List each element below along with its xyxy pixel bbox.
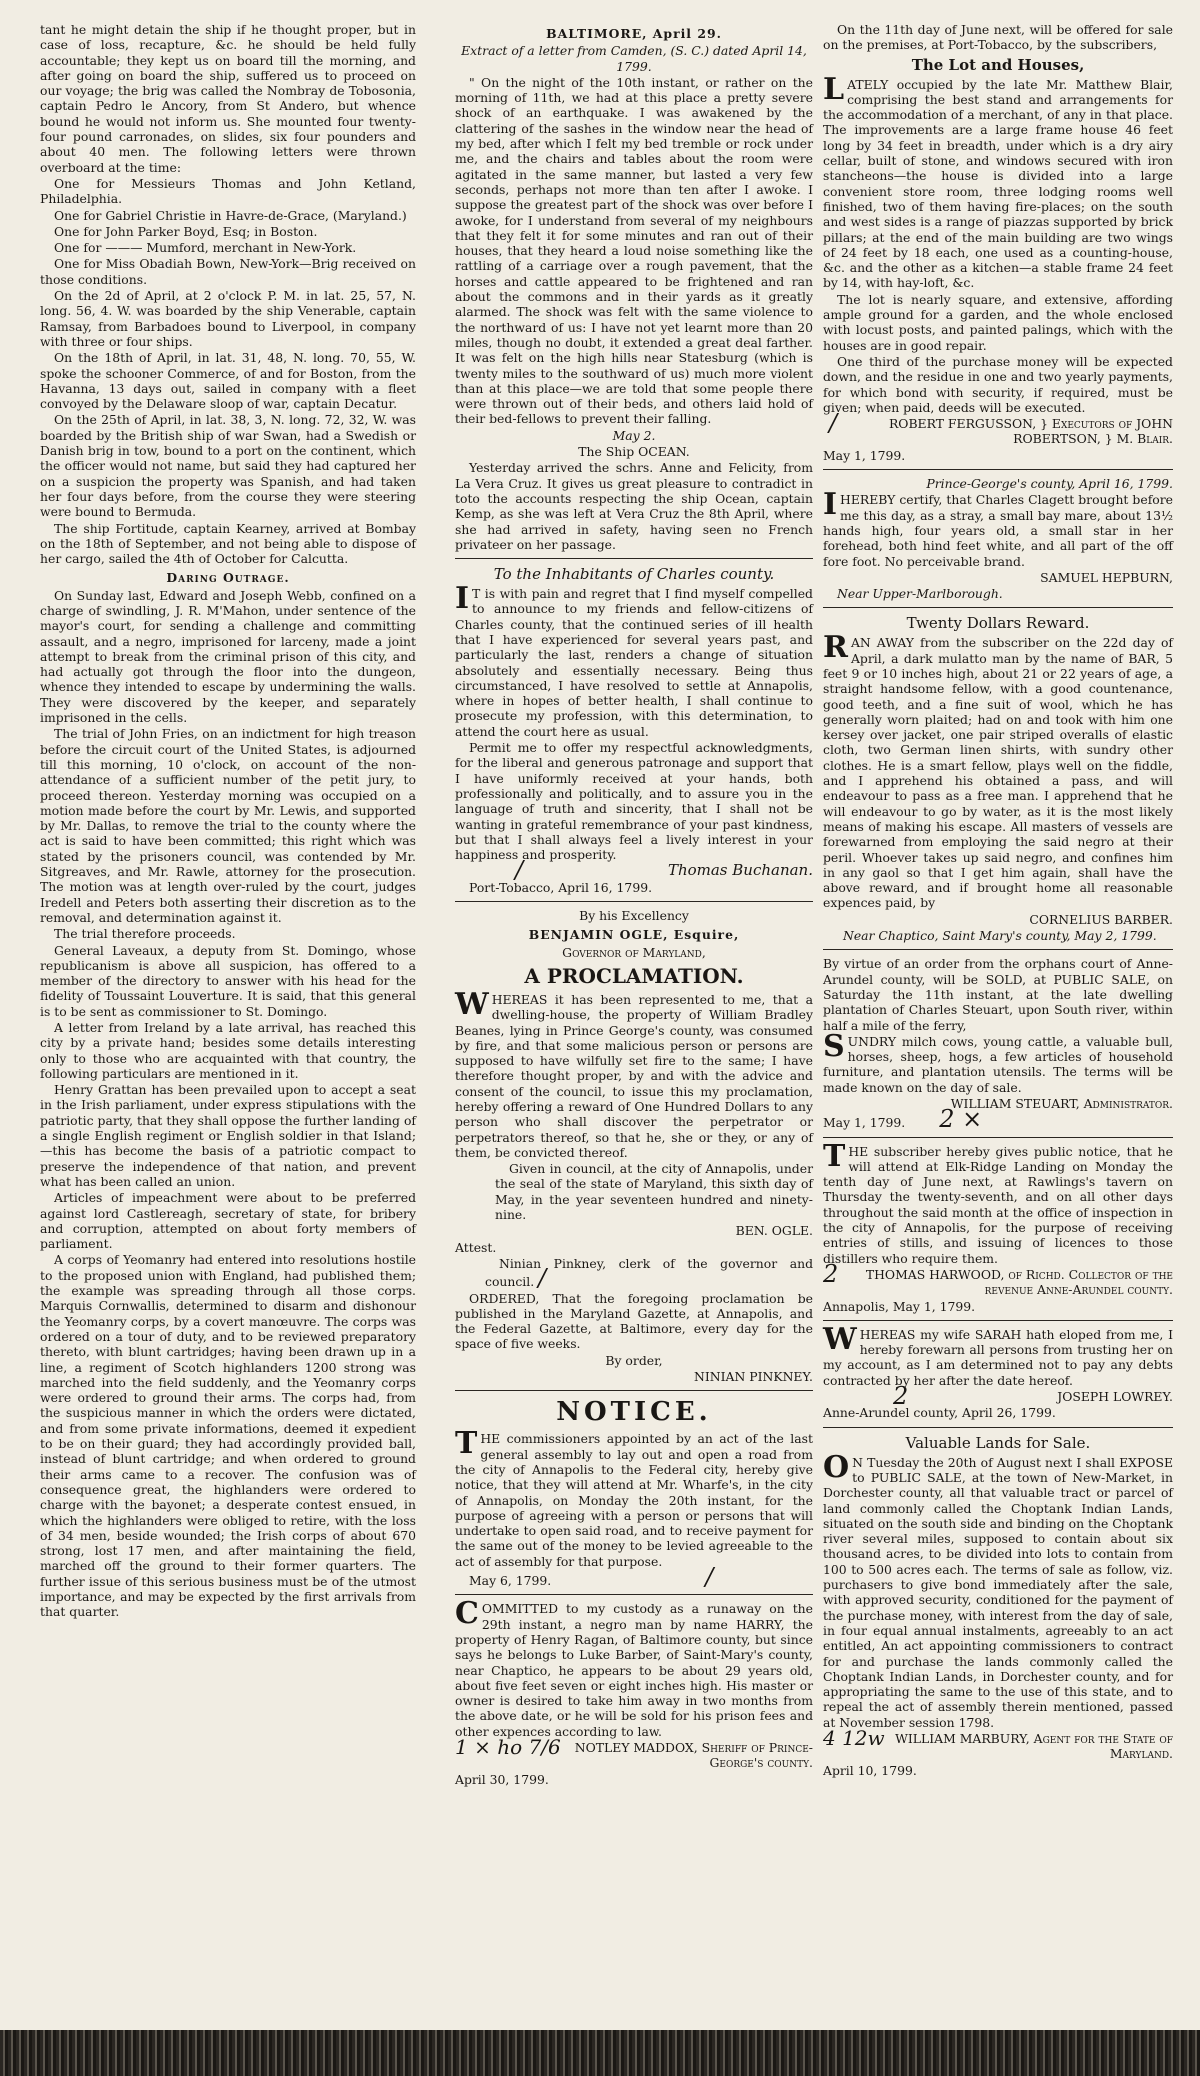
signature: SAMUEL HEPBURN,: [1040, 569, 1173, 585]
divider: [823, 607, 1173, 608]
paragraph: One for ——— Mumford, merchant in New-York.: [54, 240, 357, 256]
place-date: [823, 1105, 1173, 1134]
paragraph: Henry Grattan has been prevailed upon to accept a seat in the Irish parliament, under express stipulations with the patriotic party, that they shall oppose the further landing of a single English regiment or English soldier in that Island;—this has become the basis of a patriotic compact to preserve the independence of that nation, and prevent what has been called an union.: [40, 1082, 416, 1189]
handwritten-mark: 2: [823, 1259, 839, 1288]
paragraph: By virtue of an order from the orphans court of Anne-Arundel county, will be SOLD, at PUBLIC SALE, on Saturday the 11th instant, at the late dwelling plantation of Charles Steuart, upon South river, within half a mile of the ferry,: [823, 956, 1173, 1033]
paragraph: One for John Parker Boyd, Esq; in Boston.: [54, 223, 318, 239]
handwritten-mark: /: [705, 1563, 714, 1592]
paragraph: THE commissioners appointed by an act of the last general assembly to lay out and open a road from the city of Annapolis to the Federal city, hereby give notice, that they will attend at Mr. Wharfe's, in the city of Annapolis, on Monday the 20th instant, for the purpose of agreeing with a person or persons that will undertake to open said road, and to receive payment for the same out of the money to be levied agreeable to the act of assembly for that purpose.: [455, 1426, 813, 1569]
paragraph: IT is with pain and regret that I find myself compelled to announce to my friends and fellow-citizens of Charles county, that the continued series of ill health that I have experienced for several years past, and particularly the last, renders a change of situation absolutely and essentially necessary. Being thus circumstanced, I have resolved to settle at Annapolis, where in hopes of better health, I shall continue to prosecute my profession, with this determination, to attend the court here as usual.: [455, 581, 813, 739]
paragraph: One for Messieurs Thomas and John Ketland, Philadelphia.: [40, 175, 416, 207]
column-right: [823, 22, 1173, 1779]
place-date: Prince-George's county, April 16, 1799.: [926, 476, 1173, 492]
signature-name: NOTLEY MADDOX, Sheriff of Prince-George's county.: [574, 1739, 813, 1771]
dateline-may2: May 2.: [612, 427, 656, 443]
paragraph: On the 2d of April, at 2 o'clock P. M. in lat. 25, 57, N. long. 56, 4. W. was boarded by the ship Venerable, captain Ramsay, from Barbadoes bound to Liverpool, in company with three or four ships.: [40, 288, 416, 349]
paragraph: The ship Fortitude, captain Kearney, arrived at Bombay on the 18th of September, and not being able to dispose of her cargo, sailed the 4th of October for Calcutta.: [40, 520, 416, 567]
paragraph: The lot is nearly square, and extensive, affording ample ground for a garden, and the whole enclosed with locust posts, and painted palings, which with the houses are in good repair.: [823, 291, 1173, 353]
paragraph: On the 25th of April, in lat. 38, 3, N. long. 72, 32, W. was boarded by the British ship of war Swan, had a Swedish or Danish brig in tow, bound to a port on the continent, which the officer would not name, but said they had captured her on a suspicion the property was Spanish, and had taken her four days before, from the course they were steering were bound to Bermuda.: [40, 412, 416, 520]
paragraph: A letter from Ireland by a late arrival, has reached this city by a private hand; besides some details interesting only to those who are acquainted with that country, the following particulars are mentioned in it.: [40, 1020, 416, 1081]
place-date: Port-Tobacco, April 16, 1799.: [469, 879, 653, 895]
signature-name: JOSEPH LOWREY.: [1057, 1389, 1173, 1405]
place-date: May 1, 1799.: [823, 447, 906, 463]
signature: [455, 856, 813, 885]
date: May 1, 1799.: [823, 1115, 906, 1131]
paragraph: One third of the purchase money will be expected down, and the residue in one and two yearly payments, for which bond with security, if required, must be given; when paid, deeds will be executed.: [823, 353, 1173, 415]
paragraph: ORDERED, That the foregoing proclamation be published in the Maryland Gazette, at Annapolis, and the Federal Gazette, at Baltimore, every day for the space of five weeks.: [455, 1290, 813, 1352]
governor-name: BENJAMIN OGLE, Esquire,: [528, 927, 740, 943]
paragraph: On the 11th day of June next, will be offered for sale on the premises, at Port-Tobacco, by the subscribers,: [823, 22, 1173, 53]
signature: WILLIAM STEUART, Administrator.: [950, 1096, 1173, 1111]
date: May 6, 1799.: [469, 1573, 552, 1589]
divider: [455, 901, 813, 902]
column-middle: [455, 22, 813, 1788]
signature: [823, 1725, 1173, 1762]
dateline: BALTIMORE, April 29.: [546, 26, 722, 41]
paragraph: COMMITTED to my custody as a runaway on the 29th instant, a negro man by name HARRY, the property of Henry Ragan, of Baltimore county, but since says he belongs to Luke Barber, of Saint-Mary's county, near Chaptico, he appears to be about 29 years old, about five feet seven or eight inches high. His master or owner is desired to take him away in two months from the above date, or he will be sold for his prison fees and other expences according to law.: [455, 1596, 813, 1739]
signature: [823, 1259, 1173, 1298]
place-date: April 10, 1799.: [823, 1762, 917, 1778]
divider: [823, 949, 1173, 950]
handwritten-mark: /: [829, 409, 838, 438]
paragraph: ON Tuesday the 20th of August next I shall EXPOSE to PUBLIC SALE, at the town of New-Market, in Dorchester county, all that valuable tract or parcel of land commonly called the Choptank Indian Lands, situated on the south side and binding on the Choptank river several miles, supposed to contain about six thousand acres, to be divided into lots to contain from 100 to 500 acres each. The terms of sale as follow, viz. purchasers to give bond immediately after the sale, with approved security, conditioned for the payment of the purchase money, with interest from the day of sale, in four equal annual instalments, agreeably to an act entitled, An act appointing commissioners to contract for and purchase the lands commonly called the Choptank Indian Lands, in Dorchester county, and for appropriating the same to the use of this state, and to repeal the act of assembly therein mentioned, passed at November session 1798.: [823, 1449, 1173, 1730]
paragraph: IHEREBY certify, that Charles Clagett brought before me this day, as a stray, a small bay mare, about 13½ hands high, four years old, a small star in her forehead, both hind feet white, and all part of the off fore foot. No perceivable brand.: [823, 487, 1173, 569]
signature-name: ROBERT FERGUSSON, } Executors of JOHN ROBERTSON, } M. Blair.: [888, 416, 1173, 447]
place-date: Near Chaptico, Saint Mary's county, May 2, 1799.: [843, 928, 1157, 944]
handwritten-mark: 2: [893, 1382, 909, 1411]
place-date: Anne-Arundel county, April 26, 1799.: [823, 1405, 1056, 1421]
handwritten-mark: 1 × ho 7/6: [455, 1734, 561, 1759]
signature-name: THOMAS HARWOOD, of Richd. Collector of the revenue Anne-Arundel county.: [865, 1266, 1173, 1298]
place-date: April 30, 1799.: [455, 1771, 549, 1787]
handwritten-mark: /: [538, 1264, 547, 1293]
divider: [823, 469, 1173, 470]
clerk: [485, 1255, 813, 1293]
paragraph: Articles of impeachment were about to be preferred against lord Castlereagh, secretary of state, for bribery and corruption, attempted on about forty members of parliament.: [40, 1190, 416, 1252]
extract-heading: Extract of a letter from Camden, (S. C.) dated April 14, 1799.: [461, 43, 807, 74]
paragraph: " On the night of the 10th instant, or rather on the morning of 11th, we had at this place a pretty severe shock of an earthquake. I was awakened by the clattering of the sashes in the window near the head of my bed, after which I felt my bed tremble or rock under me, and the chairs and tables about the room were agitated in the same manner, but lasted a very few seconds, perhaps not more than ten after I awoke. I suppose the greatest part of the shock was over before I awoke, for I understand from several of my neighbours that they felt it for some minutes and ran out of their houses, that they heard a loud noise something like the rattling of a carriage over a rough pavement, that the horses and cattle appeared to be frightened and ran about the commons and in their yards as it greatly alarmed. The shock was felt with the same violence to the northward of us: I have not yet learnt more than 20 miles, though no doubt, it extended a great deal farther. It was felt on the high hills near Statesburg (which is twenty miles to the southward of us) much more violent than at this place—we are told that some people there were thrown out of their beds, and others laid hold of their bed-fellows to prevent their falling.: [455, 74, 813, 427]
ad-heading: The Lot and Houses,: [911, 55, 1085, 74]
signature: BEN. OGLE.: [735, 1223, 813, 1239]
signature: NINIAN PINKNEY.: [694, 1369, 813, 1385]
ad-heading: Twenty Dollars Reward.: [906, 614, 1090, 633]
byline: By his Excellency: [579, 908, 689, 924]
paragraph: Given in council, at the city of Annapolis, under the seal of the state of Maryland, this sixth day of May, in the year seventeen hundred and ninety-nine.: [495, 1161, 813, 1223]
paragraph: RAN AWAY from the subscriber on the 22d day of April, a dark mulatto man by the name of BAR, 5 feet 9 or 10 inches high, about 21 or 22 years of age, a straight handsome fellow, with a good countenance, good teeth, and a fine suit of wool, which he has generally worn plaited; had on and took with him one kersey over jacket, one pair striped overalls of elastic cloth, two German linen shirts, with sundry other clothes. He is a smart fellow, plays well on the fiddle, and I apprehend his obtained a pass, and will endeavour to pass as a free man. I apprehend that he will endeavour to go by water, as it is the most likely means of making his escape. All masters of vessels are forewarned from employing the said negro at their peril. Whoever takes up said negro, and confines him in any gaol so that I get him again, shall have the above reward, and if brought home all reasonable expences paid, by: [823, 630, 1173, 911]
handwritten-mark: 4 12w: [823, 1725, 885, 1750]
paragraph: On Sunday last, Edward and Joseph Webb, confined on a charge of swindling, J. R. M'Mahon, under sentence of the mayor's court, for sending a challenge and committing assault, and a negro, imprisoned for larceny, made a joint attempt to break from the criminal prison of this city, and had actually got through the floor into the dungeon, whence they intended to escape by undermining the walls. They were discovered by the keeper, and separately imprisoned in the cells.: [40, 587, 416, 726]
paragraph: Yesterday arrived the schrs. Anne and Felicity, from La Vera Cruz. It gives us great pleasure to contradict in toto the accounts respecting the ship Ocean, captain Kemp, as she was left at Vera Cruz the 8th April, where she had arrived in safety, having seen no French privateer on her passage.: [455, 460, 813, 552]
ad-heading: To the Inhabitants of Charles county.: [493, 565, 775, 584]
column-left: [40, 22, 416, 1621]
place: Near Upper-Marlborough.: [837, 586, 1003, 602]
proclamation-title: A PROCLAMATION.: [524, 963, 744, 988]
signature: CORNELIUS BARBER.: [1029, 911, 1173, 927]
paragraph: The trial therefore proceeds.: [54, 926, 236, 942]
signature-name: Thomas Buchanan.: [667, 861, 813, 880]
ad-heading: Valuable Lands for Sale.: [905, 1433, 1091, 1452]
paragraph: SUNDRY milch cows, young cattle, a valuable bull, horses, sheep, hogs, a few articles of household furniture, and plantation utensils. The terms will be made known on the day of sale.: [823, 1028, 1173, 1095]
place-date: [455, 1563, 813, 1592]
handwritten-mark: 2 ×: [939, 1105, 983, 1134]
divider: [823, 1137, 1173, 1138]
signature-name: WILLIAM MARBURY, Agent for the State of Maryland.: [895, 1730, 1173, 1762]
paragraph: WHEREAS my wife SARAH hath eloped from me, I hereby forewarn all persons from trusting her on my account, as I am determined not to pay any debts contracted by her after the date hereof.: [823, 1321, 1173, 1388]
paragraph: Permit me to offer my respectful acknowledgments, for the liberal and generous patronage and support that I have uniformly received at your hands, both professionally and politically, and to assure you in the language of truth and sincerity, that I shall not be wanting in grateful remembrance of your past kindness, but that I shall always feel a lively interest in your happiness and prosperity.: [455, 740, 813, 863]
paragraph: THE subscriber hereby gives public notice, that he will attend at Elk-Ridge Landing on Monday the tenth day of June next, at Rawlings's tavern on Thursday the twenty-seventh, and on all other days throughout the said month at the office of inspection in the city of Annapolis, for the purpose of receiving entries of stills, and issuing of licences to those distillers who require them.: [823, 1138, 1173, 1266]
divider: [455, 1390, 813, 1391]
paragraph: The trial of John Fries, on an indictment for high treason before the circuit court of the United States, is adjourned till this morning, 10 o'clock, on account of the non-attendance of a sufficient number of the petit jury, to proceed thereon. Yesterday morning was occupied on a motion made before the court by Mr. Lewis, and supported by Mr. Dallas, to remove the trial to the county where the act is said to have been committed; this right which was stated by the prisoners council, was contended by Mr. Sitgreaves, and Mr. Rawle, attorney for the prosecution. The motion was at length over-ruled by the court, judges Iredell and Peters both asserting their discretion as to the removal, and determination against it.: [40, 726, 416, 925]
paragraph: One for Gabriel Christie in Havre-de-Grace, (Maryland.): [54, 207, 407, 223]
byorder: By order,: [605, 1352, 663, 1368]
signature: [455, 1734, 813, 1771]
paragraph: A corps of Yeomanry had entered into resolutions hostile to the proposed union with England, had published them; the example was spreading through all those corps. Marquis Cornwallis, determined to disarm and dishonour the Yeomanry corps, by a covert manœuvre. The corps was ordered on a tour of duty, and to be reviewed preparatory thereto, with blunt cartridges; having been drawn up in a line, a regiment of Scotch highlanders 1200 strong was marched into the field suddenly, and the Yeomanry corps were ordered to ground their arms. The corps had, from the suspicious manner in which the orders were dictated, and from some private informations, deemed it expedient to be on their guard; they had accordingly provided ball, instead of blunt cartridge; and when ordered to ground their arms came to a recover. The confusion was of consequence great, the highlanders were ordered to charge with the bayonet; a desperate contest ensued, in which the highlanders were obliged to retire, with the loss of 34 men, beside wounded; the Irish corps of about 670 strong, lost 17 men, and after maintaining the field, marched off the ground to their former quarters. The further issue of this serious business must be of the utmost importance, and may be expected by the first arrivals from that quarter.: [40, 1252, 416, 1620]
signature: [823, 1382, 1173, 1411]
paragraph: On the 18th of April, in lat. 31, 48, N. long. 70, 55, W. spoke the schooner Commerce, of and for Boston, from the Havanna, 13 days out, sailed in company with a fleet convoyed by the Delaware sloop of war, captain Decatur.: [40, 350, 416, 412]
place-date: Annapolis, May 1, 1799.: [823, 1298, 976, 1314]
paragraph: tant he might detain the ship if he thought proper, but in case of loss, recapture, &c. he should be held fully accountable; they kept us on board till the morning, and after going on board the ship, suffered us to proceed on our voyage; the brig was called the Nombray de Tobosonia, captain Pedro le Ancory, from St Andero, but whence bound he would not inform us. She mounted four twenty-four pound carronades, on slides, six four pounders and about 40 men. The following letters were thrown overboard at the time:: [40, 22, 416, 175]
divider: [823, 1427, 1173, 1428]
attest: Attest.: [455, 1239, 497, 1255]
divider: [455, 1594, 813, 1595]
ship-ocean-heading: The Ship OCEAN.: [578, 444, 690, 460]
paragraph: General Laveaux, a deputy from St. Domingo, whose republicanism is above all suspicion, has offered to a member of the directory to answer with his head for the fidelity of Toussaint Louverture. It is said, that this general is to be sent as commissioner to St. Domingo.: [40, 942, 416, 1019]
scan-edge: [0, 2030, 1200, 2076]
signature: [823, 409, 1173, 447]
notice-title: NOTICE.: [556, 1397, 712, 1428]
handwritten-mark: /: [515, 856, 524, 885]
section-heading: Daring Outrage.: [166, 570, 290, 586]
divider: [455, 558, 813, 559]
paragraph: WHEREAS it has been represented to me, that a dwelling-house, the property of William Bradley Beanes, lying in Prince George's county, was consumed by fire, and that some malicious person or persons are supposed to have wilfully set fire to the same; I have therefore thought proper, by and with the advice and consent of the council, to issue this my proclamation, hereby offering a reward of One Hundred Dollars to any person who shall discover the perpetrator or perpetrators thereof, so that he, she or they, or any of them, be convicted thereof.: [455, 986, 813, 1160]
divider: [823, 1320, 1173, 1321]
paragraph: LATELY occupied by the late Mr. Matthew Blair, comprising the best stand and arrangements for the accommodation of a merchant, of any in that place. The improvements are a large frame house 46 feet long by 34 feet in breadth, under which is a dry airy cellar, built of stone, and windows secured with iron stancheons—the house is divided into a large convenient store room, three lodging rooms well finished, two of them having fire-places; on the south and west sides is a range of piazzas supported by brick pillars; at the end of the main building are two wings of 24 feet by 18 each, one used as a counting-house, &c. and the other as a kitchen—a stable frame 24 feet by 14, with hay-loft, &c.: [823, 71, 1173, 291]
clerk-name: Ninian Pinkney, clerk of the governor and council.: [485, 1255, 813, 1290]
paragraph: One for Miss Obadiah Bown, New-York—Brig received on those conditions.: [40, 256, 416, 287]
governor-title: Governor of Maryland,: [562, 944, 706, 960]
